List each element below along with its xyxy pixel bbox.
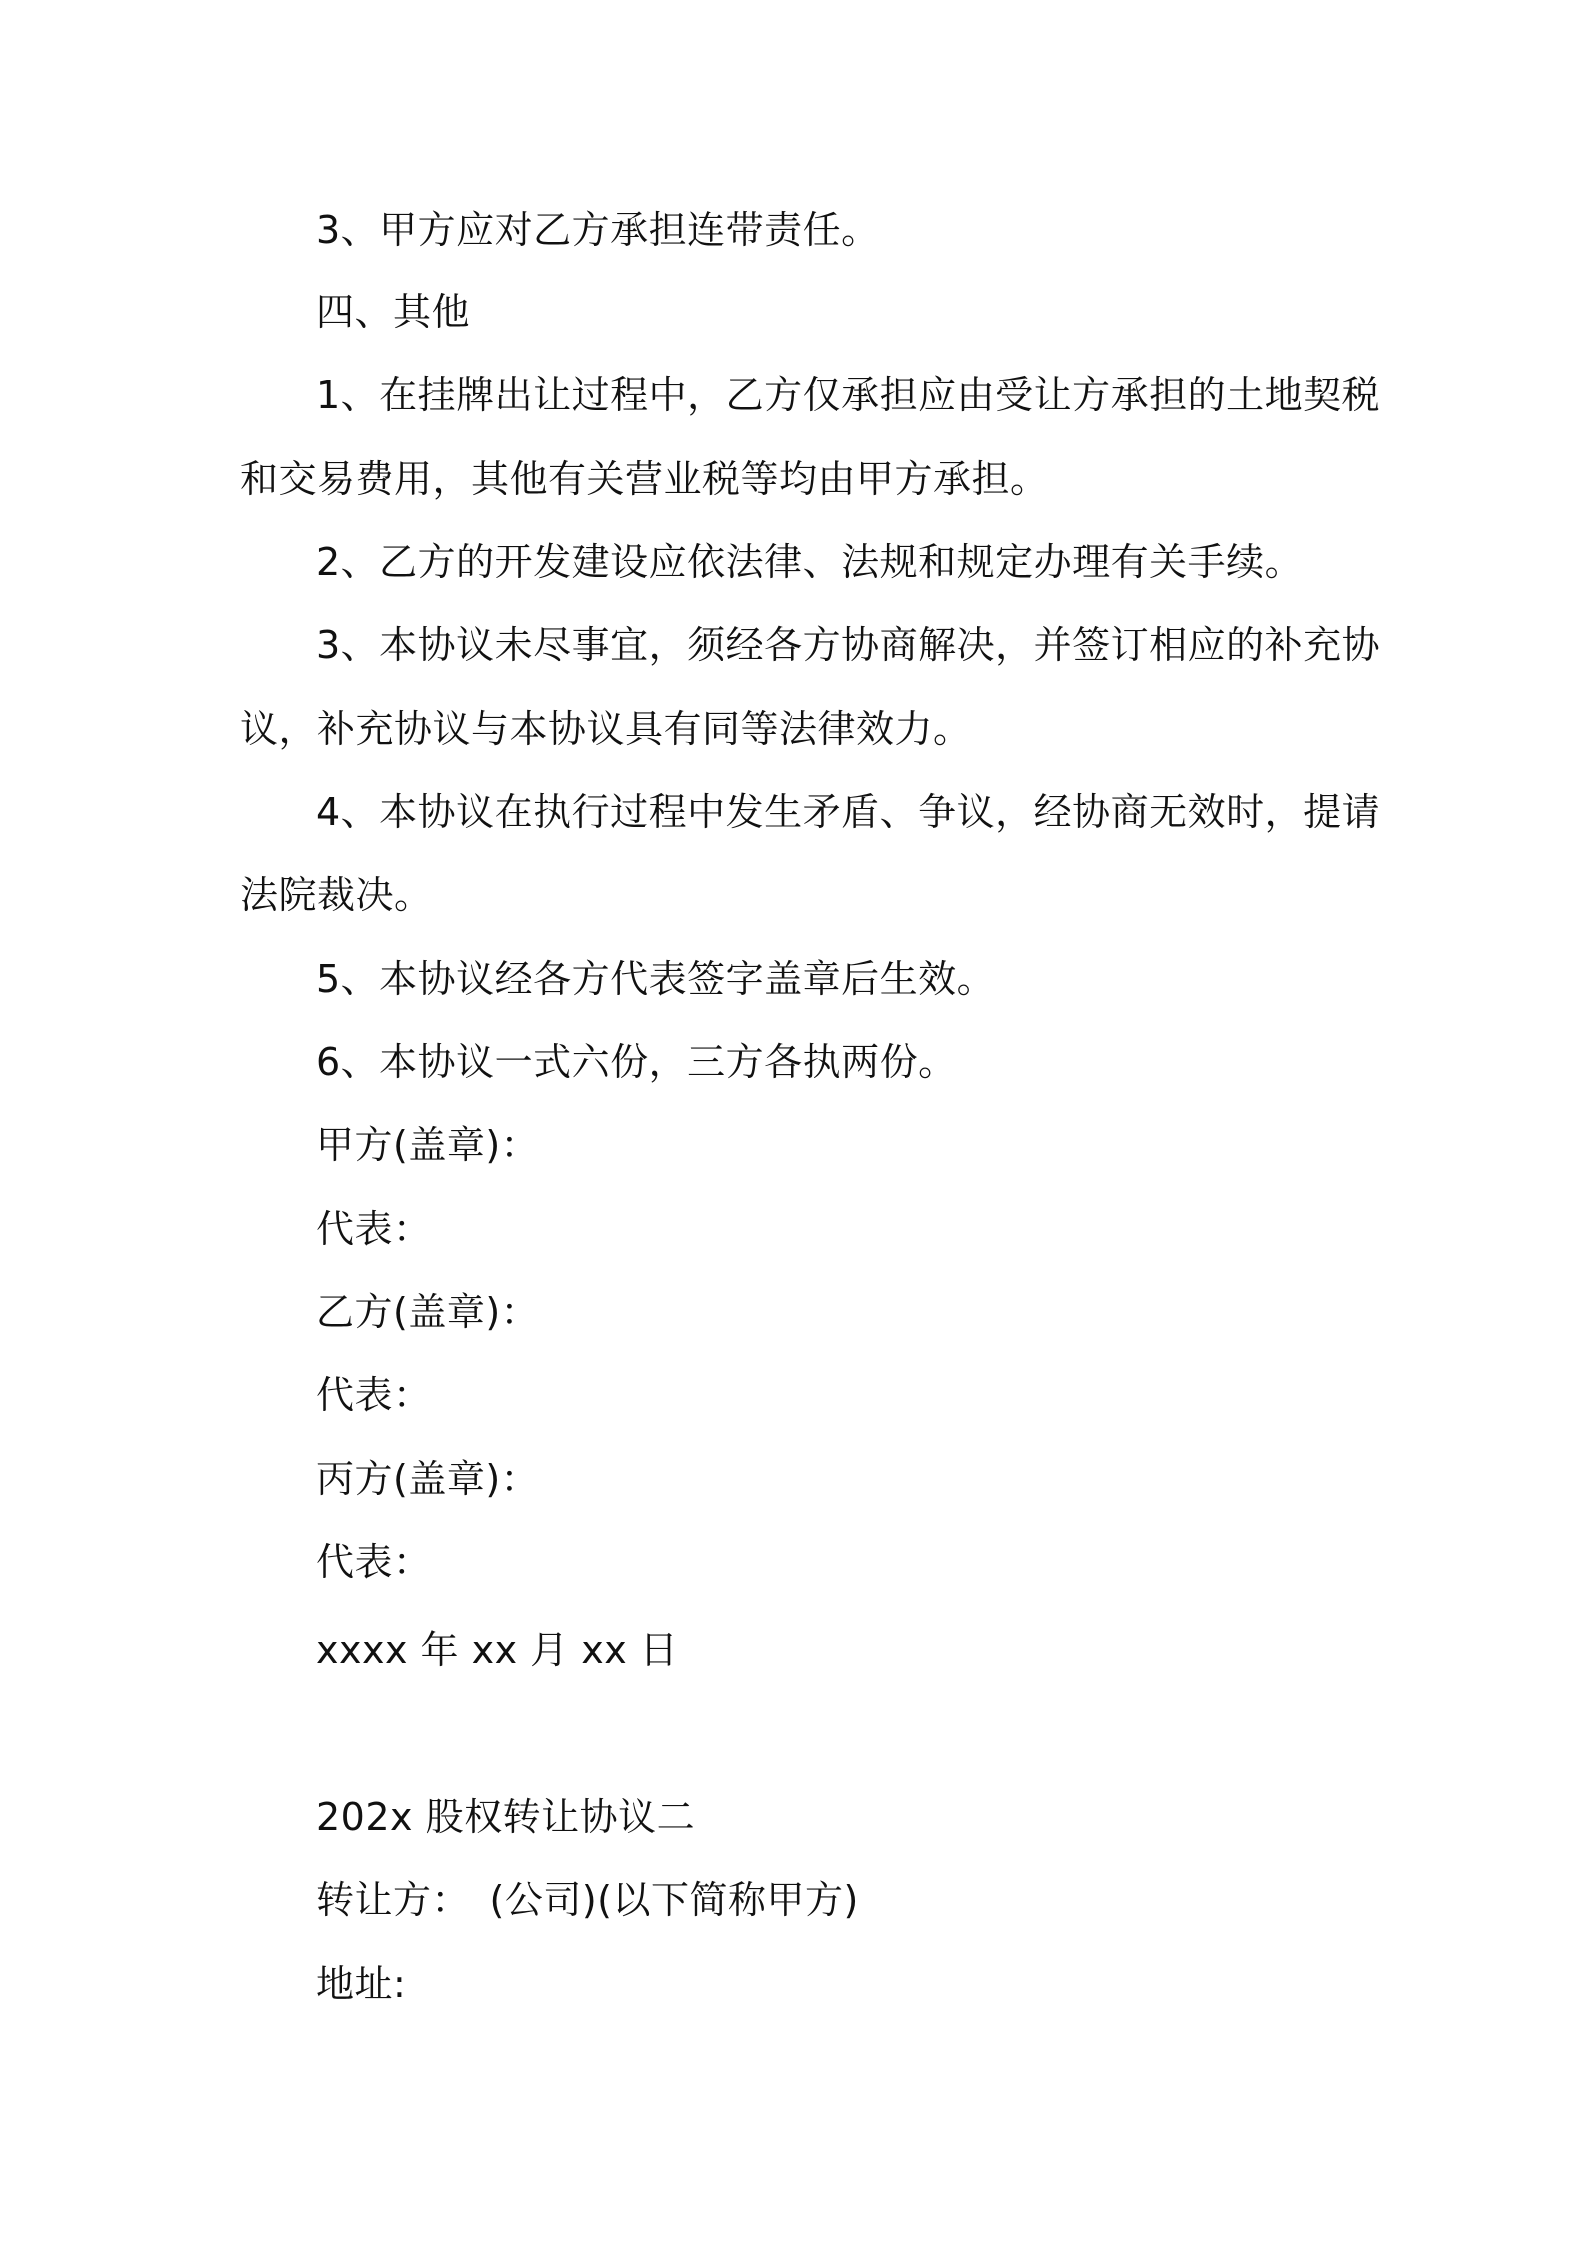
party-c-representative-label: 代表： bbox=[316, 1540, 432, 1584]
clause-5: 5、本协议经各方代表签字盖章后生效。 bbox=[316, 957, 996, 1001]
party-c-seal-label: 丙方(盖章)： bbox=[316, 1457, 540, 1501]
clause-2: 2、乙方的开发建设应依法律、法规和规定办理有关手续。 bbox=[316, 540, 1304, 584]
clause-3-joint-liability: 3、甲方应对乙方承担连带责任。 bbox=[316, 208, 880, 252]
address-label: 地址: bbox=[316, 1962, 407, 2006]
agreement-two-title: 202x 股权转让协议二 bbox=[316, 1795, 696, 1839]
party-b-seal-label: 乙方(盖章)： bbox=[316, 1290, 540, 1334]
clause-3-line-1: 3、本协议未尽事宜，须经各方协商解决，并签订相应的补充协 bbox=[316, 623, 1381, 667]
transferor-line: 转让方： (公司)(以下简称甲方) bbox=[316, 1878, 859, 1922]
clause-4-line-1: 4、本协议在执行过程中发生矛盾、争议，经协商无效时，提请 bbox=[316, 790, 1381, 834]
clause-4-line-2: 法院裁决。 bbox=[240, 873, 433, 917]
clause-3-line-2: 议，补充协议与本协议具有同等法律效力。 bbox=[240, 707, 972, 751]
section-heading-other: 四、其他 bbox=[316, 290, 471, 334]
clause-1-line-1: 1、在挂牌出让过程中，乙方仅承担应由受让方承担的土地契税 bbox=[316, 373, 1381, 417]
clause-1-line-2: 和交易费用，其他有关营业税等均由甲方承担。 bbox=[240, 457, 1049, 501]
party-b-representative-label: 代表： bbox=[316, 1373, 432, 1417]
party-a-representative-label: 代表： bbox=[316, 1207, 432, 1251]
clause-6: 6、本协议一式六份，三方各执两份。 bbox=[316, 1040, 957, 1084]
signing-date: xxxx 年 xx 月 xx 日 bbox=[316, 1628, 679, 1672]
party-a-seal-label: 甲方(盖章)： bbox=[316, 1123, 540, 1167]
